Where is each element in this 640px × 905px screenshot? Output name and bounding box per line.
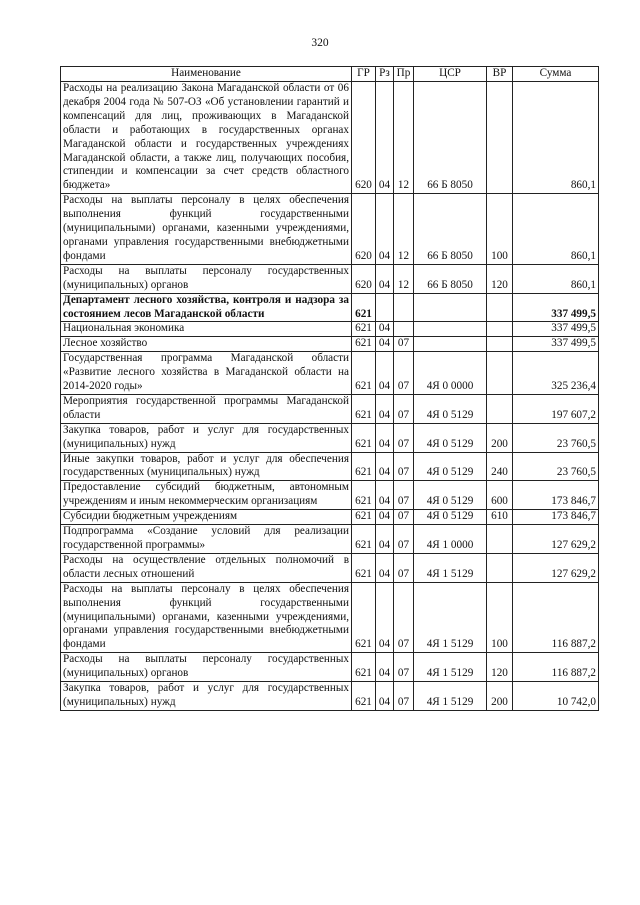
cell-sum: 23 760,5	[513, 452, 599, 481]
table-row	[61, 553, 599, 582]
header-sum: Сумма	[513, 67, 599, 82]
cell-vr	[487, 322, 513, 337]
cell-vr	[487, 352, 513, 395]
cell-sum: 337 499,5	[513, 322, 599, 337]
cell-sum: 860,1	[513, 82, 599, 194]
cell-vr: 200	[487, 682, 513, 711]
table-row	[61, 682, 599, 711]
table-row	[61, 510, 599, 525]
cell-gr: 621	[352, 293, 376, 322]
cell-vr	[487, 337, 513, 352]
cell-pr: 07	[394, 553, 414, 582]
cell-csr: 4Я 0 0000	[414, 352, 487, 395]
cell-pr: 07	[394, 352, 414, 395]
table-header-row	[61, 67, 599, 82]
cell-vr: 120	[487, 264, 513, 293]
cell-sum: 325 236,4	[513, 352, 599, 395]
cell-vr: 610	[487, 510, 513, 525]
cell-csr: 4Я 0 5129	[414, 394, 487, 423]
cell-vr	[487, 525, 513, 554]
cell-sum: 127 629,2	[513, 525, 599, 554]
cell-sum: 337 499,5	[513, 337, 599, 352]
table-row	[61, 293, 599, 322]
cell-vr: 120	[487, 653, 513, 682]
cell-vr: 600	[487, 481, 513, 510]
table-row	[61, 264, 599, 293]
cell-csr: 66 Б 8050	[414, 264, 487, 293]
table-row	[61, 394, 599, 423]
header-pr: Пр	[394, 67, 414, 82]
cell-vr	[487, 293, 513, 322]
cell-name: Мероприятия государственной программы Магаданской области	[61, 394, 352, 423]
cell-gr: 620	[352, 82, 376, 194]
cell-pr	[394, 322, 414, 337]
cell-rz: 04	[376, 510, 394, 525]
cell-gr: 621	[352, 423, 376, 452]
header-gr: ГР	[352, 67, 376, 82]
cell-csr: 66 Б 8050	[414, 82, 487, 194]
cell-name: Иные закупки товаров, работ и услуг для обеспечения государственных (муниципальных) нужд	[61, 452, 352, 481]
cell-name: Подпрограмма «Создание условий для реализации государственной программы»	[61, 525, 352, 554]
cell-csr: 4Я 0 5129	[414, 423, 487, 452]
table-row	[61, 582, 599, 653]
cell-sum: 173 846,7	[513, 481, 599, 510]
budget-table	[60, 66, 599, 711]
cell-csr	[414, 293, 487, 322]
cell-name: Государственная программа Магаданской области «Развитие лесного хозяйства в Магаданской области на 2014-2020 годы»	[61, 352, 352, 395]
cell-rz: 04	[376, 352, 394, 395]
cell-pr: 07	[394, 337, 414, 352]
cell-name: Департамент лесного хозяйства, контроля и надзора за состоянием лесов Магаданской области	[61, 293, 352, 322]
table-row	[61, 423, 599, 452]
cell-gr: 621	[352, 653, 376, 682]
cell-pr: 07	[394, 481, 414, 510]
cell-gr: 621	[352, 322, 376, 337]
cell-name: Субсидии бюджетным учреждениям	[61, 510, 352, 525]
cell-csr: 66 Б 8050	[414, 194, 487, 265]
cell-csr	[414, 322, 487, 337]
cell-pr: 07	[394, 423, 414, 452]
cell-vr: 200	[487, 423, 513, 452]
table-row	[61, 525, 599, 554]
cell-sum: 116 887,2	[513, 582, 599, 653]
cell-rz: 04	[376, 653, 394, 682]
cell-pr: 07	[394, 525, 414, 554]
cell-pr: 07	[394, 394, 414, 423]
cell-rz	[376, 293, 394, 322]
cell-csr: 4Я 0 5129	[414, 481, 487, 510]
cell-gr: 621	[352, 682, 376, 711]
cell-rz: 04	[376, 481, 394, 510]
cell-gr: 620	[352, 194, 376, 265]
header-csr: ЦСР	[414, 67, 487, 82]
table-row	[61, 481, 599, 510]
cell-vr: 100	[487, 194, 513, 265]
cell-pr: 07	[394, 653, 414, 682]
cell-pr: 07	[394, 582, 414, 653]
table-row	[61, 194, 599, 265]
cell-name: Расходы на осуществление отдельных полномочий в области лесных отношений	[61, 553, 352, 582]
cell-csr	[414, 337, 487, 352]
cell-rz: 04	[376, 264, 394, 293]
header-name: Наименование	[61, 67, 352, 82]
cell-gr: 621	[352, 394, 376, 423]
cell-csr: 4Я 1 5129	[414, 682, 487, 711]
cell-name: Закупка товаров, работ и услуг для государственных (муниципальных) нужд	[61, 423, 352, 452]
table-row	[61, 352, 599, 395]
cell-sum: 10 742,0	[513, 682, 599, 711]
cell-pr: 12	[394, 82, 414, 194]
cell-rz: 04	[376, 194, 394, 265]
cell-pr: 07	[394, 510, 414, 525]
cell-rz: 04	[376, 394, 394, 423]
cell-pr: 07	[394, 452, 414, 481]
cell-sum: 116 887,2	[513, 653, 599, 682]
cell-gr: 621	[352, 525, 376, 554]
cell-pr: 12	[394, 264, 414, 293]
cell-rz: 04	[376, 582, 394, 653]
table-row	[61, 653, 599, 682]
cell-rz: 04	[376, 452, 394, 481]
cell-gr: 621	[352, 481, 376, 510]
cell-sum: 173 846,7	[513, 510, 599, 525]
cell-vr	[487, 553, 513, 582]
cell-name: Расходы на выплаты персоналу государственных (муниципальных) органов	[61, 264, 352, 293]
cell-csr: 4Я 0 5129	[414, 452, 487, 481]
cell-name: Предоставление субсидий бюджетным, автономным учреждениям и иным некоммерческим организациям	[61, 481, 352, 510]
cell-name: Национальная экономика	[61, 322, 352, 337]
table-row	[61, 82, 599, 194]
cell-sum: 860,1	[513, 194, 599, 265]
cell-rz: 04	[376, 82, 394, 194]
cell-vr: 100	[487, 582, 513, 653]
cell-sum: 127 629,2	[513, 553, 599, 582]
cell-csr: 4Я 1 5129	[414, 553, 487, 582]
cell-rz: 04	[376, 525, 394, 554]
page-number: 320	[311, 37, 329, 49]
cell-gr: 621	[352, 553, 376, 582]
cell-pr: 12	[394, 194, 414, 265]
cell-vr	[487, 82, 513, 194]
cell-name: Расходы на выплаты персоналу в целях обеспечения выполнения функций государственными (муниципальными) органами, казенными учреждениями, органами управления государственными внебюджетными фондами	[61, 194, 352, 265]
cell-rz: 04	[376, 337, 394, 352]
cell-name: Расходы на выплаты персоналу государственных (муниципальных) органов	[61, 653, 352, 682]
table-row	[61, 337, 599, 352]
cell-vr: 240	[487, 452, 513, 481]
table-row	[61, 322, 599, 337]
cell-gr: 621	[352, 582, 376, 653]
cell-gr: 621	[352, 337, 376, 352]
cell-rz: 04	[376, 682, 394, 711]
cell-sum: 197 607,2	[513, 394, 599, 423]
cell-sum: 860,1	[513, 264, 599, 293]
cell-rz: 04	[376, 322, 394, 337]
cell-name: Лесное хозяйство	[61, 337, 352, 352]
cell-gr: 621	[352, 352, 376, 395]
cell-vr	[487, 394, 513, 423]
cell-rz: 04	[376, 423, 394, 452]
cell-pr	[394, 293, 414, 322]
cell-gr: 621	[352, 452, 376, 481]
cell-csr: 4Я 1 0000	[414, 525, 487, 554]
table-row	[61, 452, 599, 481]
cell-name: Расходы на выплаты персоналу в целях обеспечения выполнения функций государственными (муниципальными) органами, казенными учреждениями, органами управления государственными внебюджетными фондами	[61, 582, 352, 653]
cell-gr: 621	[352, 510, 376, 525]
cell-csr: 4Я 1 5129	[414, 653, 487, 682]
header-rz: Рз	[376, 67, 394, 82]
cell-name: Расходы на реализацию Закона Магаданской области от 06 декабря 2004 года № 507-ОЗ «Об установлении гарантий и компенсаций для лиц, проживающих в Магаданской области и работающих в государственных органах Магаданской области и государственных учреждениях Магаданской области, а также лиц, получающих пособия, стипендии и компенсации за счет средств областного бюджета»	[61, 82, 352, 194]
cell-csr: 4Я 1 5129	[414, 582, 487, 653]
cell-gr: 620	[352, 264, 376, 293]
cell-sum: 23 760,5	[513, 423, 599, 452]
cell-csr: 4Я 0 5129	[414, 510, 487, 525]
header-vr: ВР	[487, 67, 513, 82]
cell-rz: 04	[376, 553, 394, 582]
cell-sum: 337 499,5	[513, 293, 599, 322]
cell-pr: 07	[394, 682, 414, 711]
cell-name: Закупка товаров, работ и услуг для государственных (муниципальных) нужд	[61, 682, 352, 711]
table-body	[61, 82, 599, 711]
